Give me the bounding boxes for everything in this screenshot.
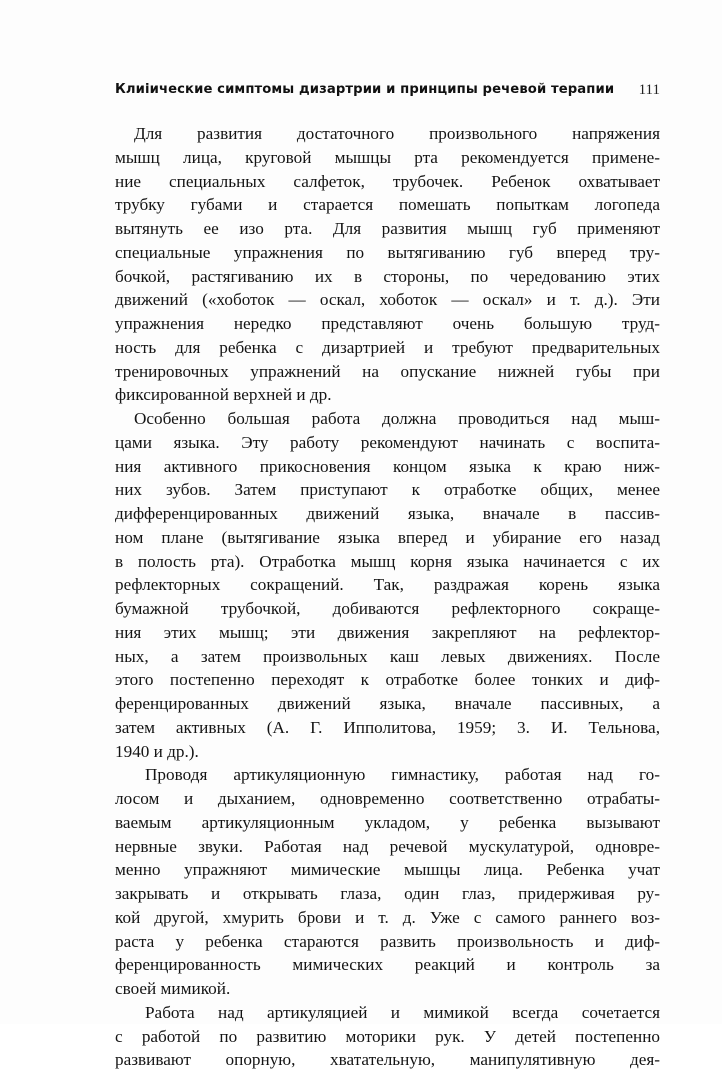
paragraph-1-line: бочкой, растягиванию их в стороны, по чередованию этих [115,266,660,286]
paragraph-2-line: этого постепенно переходят к отработке более тонких и диф- [115,670,660,690]
paragraph-3-line: нервные звуки. Работая над речевой мускулатурой, одновре- [115,836,660,856]
paragraph-1-line: движений («хоботок — оскал, хоботок — оскал» и т. д.). Эти [115,290,660,310]
paragraph-1-line: специальные упражнения по вытягиванию губ вперед тру- [115,242,660,262]
paragraph-2-line: 1940 и др.). [115,741,199,761]
page-number: 111 [638,82,660,98]
paragraph-2-line: цами языка. Эту работу рекомендуют начинать с воспита- [115,432,660,452]
paragraph-3-line: ваемым артикуляционным укладом, у ребенка вызывают [115,812,660,832]
paragraph-2-line: ных, а затем произвольных каш левых движениях. После [115,646,660,666]
paragraph-4-line: Работа над артикуляцией и мимикой всегда сочетается [145,1002,660,1022]
paragraph-1-line: Для развития достаточного произвольного напряжения [134,124,660,143]
paragraph-4-line: с работой по развитию моторики рук. У детей постепенно [115,1026,660,1046]
paragraph-1-line: вытянуть ее изо рта. Для развития мышц губ применяют [115,219,660,238]
paragraph-1-line: фиксированной верхней и др. [115,385,332,405]
paragraph-1-line: тренировочных упражнений на опускание нижней губы при [115,361,660,381]
paragraph-2-line: дифференцированных движений языка, вначале в пассив- [115,504,660,523]
paragraph-1-line: трубку губами и старается помешать попыткам логопеда [115,195,660,215]
paragraph-2-line: Особенно большая работа должна проводиться над мыш- [134,409,660,428]
running-title: Клиiические симптомы дизартрии и принципы речевой терапии [115,82,615,97]
paragraph-3-line: менно упражняют мимические мышцы лица. Ребенка учат [115,860,660,880]
paragraph-3-line: закрывать и открывать глаза, один глаз, придерживая ру- [115,884,660,903]
running-head [115,82,660,104]
paragraph-4-line: развивают опорную, хватательную, манипулятивную дея- [115,1050,660,1070]
paragraph-3-line: своей мимикой. [115,979,231,998]
paragraph-3-line: Проводя артикуляционную гимнастику, работая над го- [145,765,660,785]
paragraph-1-line: упражнения нередко представляют очень большую труд- [115,314,660,333]
paragraph-2-line: затем активных (А. Г. Ипполитова, 1959; 3. И. Тельнова, [115,717,660,737]
paragraph-3-line: раста у ребенка стараются развить произвольность и диф- [115,931,660,951]
paragraph-1-line: ние специальных салфеток, трубочек. Ребенок охватывает [115,171,660,191]
paragraph-2-line: ния этих мышц; эти движения закрепляют на рефлектор- [115,622,660,642]
paragraph-2-line: ференцированных движений языка, вначале пассивных, а [115,694,660,713]
paragraph-1-line: ность для ребенка с дизартрией и требуют предварительных [115,337,660,357]
body-text [115,122,660,1072]
paragraph-3-line: ференцированность мимических реакций и контроль за [115,955,660,975]
paragraph-2-line: бумажной трубочкой, добиваются рефлекторного сокраще- [115,599,660,618]
paragraph-1-line: мышц лица, круговой мышцы рта рекомендуется примене- [115,147,660,167]
paragraph-2-line: них зубов. Затем приступают к отработке общих, менее [115,480,660,500]
paragraph-2-line: ния активного прикосновения концом языка к краю ниж- [115,456,660,476]
paragraph-2-line: в полость рта). Отработка мышц корня языка начинается с их [115,551,660,571]
paragraph-2-line: рефлекторных сокращений. Так, раздражая корень языка [115,575,660,595]
paragraph-3-line: лосом и дыханием, одновременно соответственно отрабаты- [115,789,660,808]
paragraph-2-line: ном плане (вытягивание языка вперед и убирание его назад [115,527,660,547]
paragraph-3-line: кой другой, хмурить брови и т. д. Уже с самого раннего воз- [115,907,660,927]
